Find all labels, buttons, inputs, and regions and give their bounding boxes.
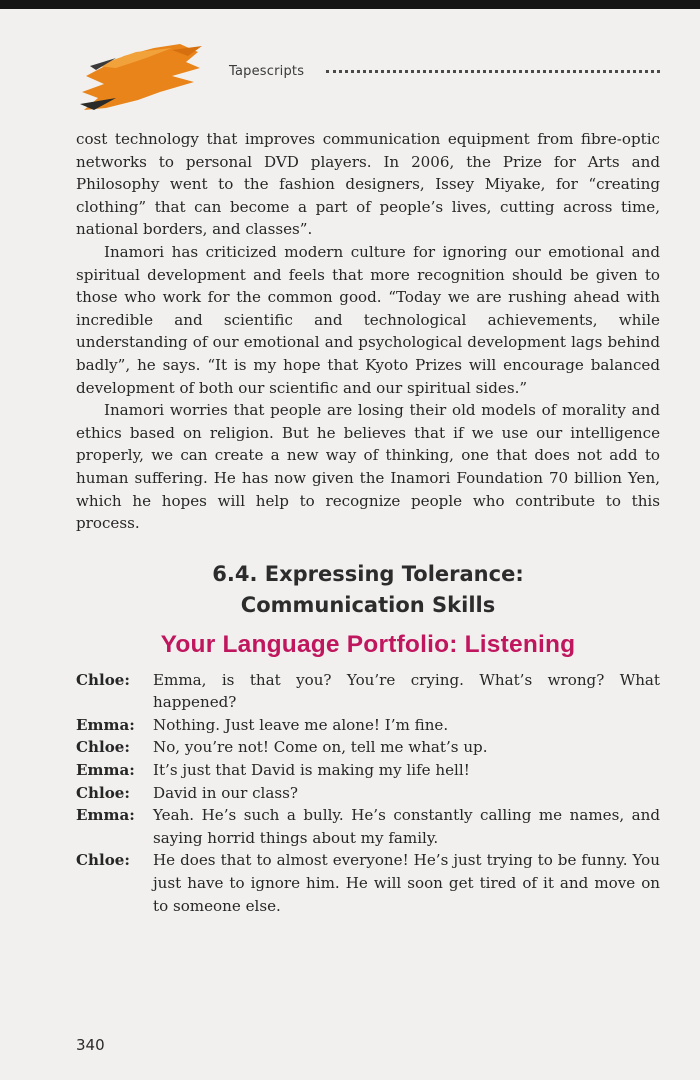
section-heading-line-1: 6.4. Expressing Tolerance:: [212, 561, 524, 586]
speech-text: Nothing. Just leave me alone! I’m fine.: [153, 715, 449, 734]
dialogue-line: [76, 782, 660, 805]
dialogue-line: [76, 714, 660, 737]
dotted-leader: [326, 70, 660, 73]
speech-text: It’s just that David is making my life hell!: [153, 761, 470, 780]
dialogue-line: [76, 849, 660, 917]
dialogue-line: [76, 759, 660, 782]
paragraph-3: Inamori worries that people are losing their old models of morality and ethics based on religion. But he believes that if we use our intelligence properly, we can create a new way of thinking, one that does not add to human suffering. He has now given the Inamori Foundation 70 billion Yen, which he hopes will help to recognize people who contribute to this process.: [76, 401, 660, 533]
speaker-name: Chloe:: [76, 670, 130, 689]
section-heading-line-2: Communication Skills: [240, 592, 496, 617]
speech-text: No, you’re not! Come on, tell me what’s up.: [153, 738, 488, 757]
paragraph-1: cost technology that improves communication equipment from fibre-optic networks to personal DVD players. In 2006, the Prize for Arts and Philosophy went to the fashion designers, Issey Miyake, for “creating clothing” that can become a part of people’s lives, cutting across time, national borders, and classes”.: [76, 130, 660, 239]
speech-text: David in our class?: [153, 783, 298, 802]
paragraph-2: Inamori has criticized modern culture for ignoring our emotional and spiritual development and feels that more recognition should be given to those who work for the common good. “Today we are rushing ahead with incredible and scientific and technological achievements, while understanding of our emotional and psychological development lags behind badly”, he says. “It is my hope that Kyoto Prizes will encourage balanced development of both our scientific and our spiritual sides.”: [76, 242, 660, 397]
section-label: Tapescripts: [229, 64, 305, 79]
speech-text: He does that to almost everyone! He’s just trying to be funny. You just have to ignore him. He will soon get tired of it and move on to someone else.: [153, 851, 660, 915]
speaker-name: Chloe:: [76, 738, 130, 757]
speaker-name: Chloe:: [76, 851, 130, 870]
dialogue-line: [76, 669, 660, 714]
dialogue-line: [76, 736, 660, 759]
speech-text: Emma, is that you? You’re crying. What’s wrong? What happened?: [153, 670, 660, 712]
brush-stroke-logo-icon: [76, 38, 208, 116]
speaker-name: Emma:: [76, 806, 135, 825]
speech-text: Yeah. He’s such a bully. He’s constantly calling me names, and saying horrid things about my family.: [153, 806, 660, 847]
section-heading: [76, 559, 660, 621]
page-body: [76, 128, 660, 917]
speaker-name: Emma:: [76, 715, 135, 734]
dialogue-line: [76, 804, 660, 849]
speaker-name: Emma:: [76, 761, 135, 780]
page-number: 340: [76, 1036, 105, 1054]
speaker-name: Chloe:: [76, 783, 130, 802]
page-header: [70, 34, 670, 114]
portfolio-subheading: Your Language Portfolio: Listening: [160, 630, 576, 658]
dialogue-transcript: [76, 669, 660, 918]
top-edge-bar: [0, 0, 700, 9]
